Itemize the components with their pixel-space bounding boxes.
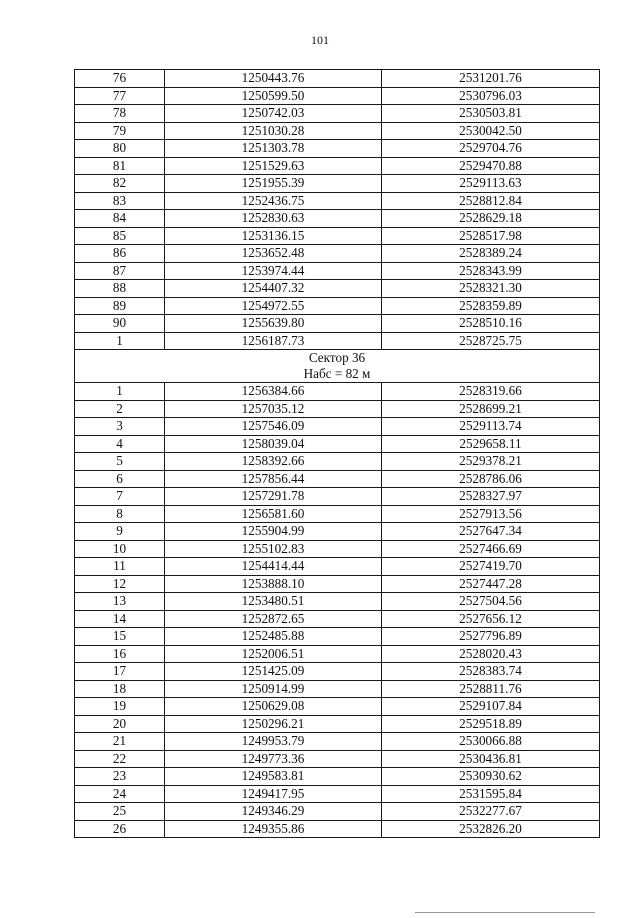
table-row: [75, 400, 600, 418]
table-row: [75, 750, 600, 768]
point-number-cell: 6: [75, 470, 165, 488]
y-coordinate-cell: 2530796.03: [382, 87, 600, 105]
table-row: [75, 698, 600, 716]
y-coordinate-cell: 2529470.88: [382, 157, 600, 175]
table-row: [75, 785, 600, 803]
x-coordinate-cell: 1256581.60: [165, 505, 382, 523]
x-coordinate-cell: 1251030.28: [165, 122, 382, 140]
table-row: [75, 435, 600, 453]
x-coordinate-cell: 1252485.88: [165, 628, 382, 646]
point-number-cell: 20: [75, 715, 165, 733]
table-row: [75, 105, 600, 123]
y-coordinate-cell: 2528359.89: [382, 297, 600, 315]
point-number-cell: 82: [75, 175, 165, 193]
x-coordinate-cell: 1253888.10: [165, 575, 382, 593]
point-number-cell: 16: [75, 645, 165, 663]
table-row: [75, 122, 600, 140]
y-coordinate-cell: 2528725.75: [382, 332, 600, 350]
y-coordinate-cell: 2532826.20: [382, 820, 600, 838]
point-number-cell: 85: [75, 227, 165, 245]
point-number-cell: 12: [75, 575, 165, 593]
sector-subtitle: Набс = 82 м: [303, 366, 371, 381]
point-number-cell: 89: [75, 297, 165, 315]
x-coordinate-cell: 1257291.78: [165, 488, 382, 506]
table-row: [75, 540, 600, 558]
x-coordinate-cell: 1251425.09: [165, 663, 382, 681]
point-number-cell: 76: [75, 70, 165, 88]
table-row: [75, 733, 600, 751]
y-coordinate-cell: 2527656.12: [382, 610, 600, 628]
y-coordinate-cell: 2527447.28: [382, 575, 600, 593]
point-number-cell: 14: [75, 610, 165, 628]
y-coordinate-cell: 2528629.18: [382, 210, 600, 228]
x-coordinate-cell: 1257856.44: [165, 470, 382, 488]
point-number-cell: 81: [75, 157, 165, 175]
point-number-cell: 17: [75, 663, 165, 681]
table-row: [75, 663, 600, 681]
y-coordinate-cell: 2528319.66: [382, 383, 600, 401]
y-coordinate-cell: 2529658.11: [382, 435, 600, 453]
table-row: [75, 87, 600, 105]
point-number-cell: 83: [75, 192, 165, 210]
y-coordinate-cell: 2528699.21: [382, 400, 600, 418]
x-coordinate-cell: 1250914.99: [165, 680, 382, 698]
point-number-cell: 5: [75, 453, 165, 471]
table-row: [75, 628, 600, 646]
x-coordinate-cell: 1250599.50: [165, 87, 382, 105]
x-coordinate-cell: 1250629.08: [165, 698, 382, 716]
table-row: [75, 470, 600, 488]
table-row: [75, 593, 600, 611]
x-coordinate-cell: 1252872.65: [165, 610, 382, 628]
table-row: [75, 383, 600, 401]
y-coordinate-cell: 2529518.89: [382, 715, 600, 733]
x-coordinate-cell: 1257035.12: [165, 400, 382, 418]
y-coordinate-cell: 2527796.89: [382, 628, 600, 646]
y-coordinate-cell: 2529378.21: [382, 453, 600, 471]
footer-divider: [415, 912, 595, 913]
table-row: [75, 192, 600, 210]
y-coordinate-cell: 2528343.99: [382, 262, 600, 280]
point-number-cell: 4: [75, 435, 165, 453]
x-coordinate-cell: 1252830.63: [165, 210, 382, 228]
point-number-cell: 23: [75, 768, 165, 786]
x-coordinate-cell: 1255639.80: [165, 315, 382, 333]
point-number-cell: 88: [75, 280, 165, 298]
point-number-cell: 2: [75, 400, 165, 418]
y-coordinate-cell: 2531201.76: [382, 70, 600, 88]
point-number-cell: 19: [75, 698, 165, 716]
y-coordinate-cell: 2528811.76: [382, 680, 600, 698]
table-row: [75, 280, 600, 298]
y-coordinate-cell: 2529704.76: [382, 140, 600, 158]
x-coordinate-cell: 1255904.99: [165, 523, 382, 541]
x-coordinate-cell: 1253974.44: [165, 262, 382, 280]
y-coordinate-cell: 2528389.24: [382, 245, 600, 263]
y-coordinate-cell: 2527419.70: [382, 558, 600, 576]
table-row: [75, 245, 600, 263]
y-coordinate-cell: 2527504.56: [382, 593, 600, 611]
table-row: [75, 297, 600, 315]
table-row: [75, 453, 600, 471]
y-coordinate-cell: 2528020.43: [382, 645, 600, 663]
table-row: [75, 418, 600, 436]
y-coordinate-cell: 2527913.56: [382, 505, 600, 523]
point-number-cell: 78: [75, 105, 165, 123]
x-coordinate-cell: 1253480.51: [165, 593, 382, 611]
sector-header: [75, 350, 600, 383]
point-number-cell: 8: [75, 505, 165, 523]
x-coordinate-cell: 1256187.73: [165, 332, 382, 350]
y-coordinate-cell: 2528786.06: [382, 470, 600, 488]
table-row: [75, 70, 600, 88]
y-coordinate-cell: 2529113.74: [382, 418, 600, 436]
x-coordinate-cell: 1249346.29: [165, 803, 382, 821]
x-coordinate-cell: 1254407.32: [165, 280, 382, 298]
page-number: 101: [311, 33, 329, 47]
y-coordinate-cell: 2527466.69: [382, 540, 600, 558]
y-coordinate-cell: 2528383.74: [382, 663, 600, 681]
x-coordinate-cell: 1251303.78: [165, 140, 382, 158]
y-coordinate-cell: 2530436.81: [382, 750, 600, 768]
y-coordinate-cell: 2527647.34: [382, 523, 600, 541]
point-number-cell: 3: [75, 418, 165, 436]
point-number-cell: 13: [75, 593, 165, 611]
x-coordinate-cell: 1258392.66: [165, 453, 382, 471]
table-row: [75, 575, 600, 593]
table-row: [75, 523, 600, 541]
point-number-cell: 77: [75, 87, 165, 105]
x-coordinate-cell: 1253652.48: [165, 245, 382, 263]
table-body-top: [75, 70, 600, 350]
y-coordinate-cell: 2530503.81: [382, 105, 600, 123]
point-number-cell: 24: [75, 785, 165, 803]
table-row: [75, 645, 600, 663]
table-row: [75, 558, 600, 576]
x-coordinate-cell: 1255102.83: [165, 540, 382, 558]
table-row: [75, 803, 600, 821]
point-number-cell: 90: [75, 315, 165, 333]
point-number-cell: 84: [75, 210, 165, 228]
point-number-cell: 21: [75, 733, 165, 751]
point-number-cell: 9: [75, 523, 165, 541]
x-coordinate-cell: 1253136.15: [165, 227, 382, 245]
table-row: [75, 680, 600, 698]
x-coordinate-cell: 1251955.39: [165, 175, 382, 193]
point-number-cell: 15: [75, 628, 165, 646]
point-number-cell: 18: [75, 680, 165, 698]
point-number-cell: 80: [75, 140, 165, 158]
x-coordinate-cell: 1252436.75: [165, 192, 382, 210]
table-row: [75, 227, 600, 245]
table-row: [75, 140, 600, 158]
table-row: [75, 488, 600, 506]
table-row: [75, 175, 600, 193]
point-number-cell: 1: [75, 332, 165, 350]
x-coordinate-cell: 1250296.21: [165, 715, 382, 733]
point-number-cell: 7: [75, 488, 165, 506]
y-coordinate-cell: 2528510.16: [382, 315, 600, 333]
point-number-cell: 22: [75, 750, 165, 768]
table-row: [75, 505, 600, 523]
x-coordinate-cell: 1250443.76: [165, 70, 382, 88]
y-coordinate-cell: 2529113.63: [382, 175, 600, 193]
coordinates-table: [74, 69, 600, 838]
point-number-cell: 1: [75, 383, 165, 401]
table-row: [75, 210, 600, 228]
table-row: [75, 715, 600, 733]
point-number-cell: 10: [75, 540, 165, 558]
y-coordinate-cell: 2532277.67: [382, 803, 600, 821]
y-coordinate-cell: 2528517.98: [382, 227, 600, 245]
table-row: [75, 262, 600, 280]
point-number-cell: 25: [75, 803, 165, 821]
y-coordinate-cell: 2529107.84: [382, 698, 600, 716]
y-coordinate-cell: 2528812.84: [382, 192, 600, 210]
sector-title: Сектор 36: [308, 350, 366, 365]
x-coordinate-cell: 1251529.63: [165, 157, 382, 175]
point-number-cell: 86: [75, 245, 165, 263]
x-coordinate-cell: 1249355.86: [165, 820, 382, 838]
x-coordinate-cell: 1252006.51: [165, 645, 382, 663]
x-coordinate-cell: 1254414.44: [165, 558, 382, 576]
table-row: [75, 610, 600, 628]
x-coordinate-cell: 1254972.55: [165, 297, 382, 315]
x-coordinate-cell: 1249417.95: [165, 785, 382, 803]
sector-row: [75, 350, 600, 383]
x-coordinate-cell: 1249773.36: [165, 750, 382, 768]
y-coordinate-cell: 2528327.97: [382, 488, 600, 506]
x-coordinate-cell: 1258039.04: [165, 435, 382, 453]
point-number-cell: 87: [75, 262, 165, 280]
table-row: [75, 768, 600, 786]
y-coordinate-cell: 2528321.30: [382, 280, 600, 298]
table-row: [75, 315, 600, 333]
table-row: [75, 820, 600, 838]
y-coordinate-cell: 2530930.62: [382, 768, 600, 786]
y-coordinate-cell: 2530066.88: [382, 733, 600, 751]
x-coordinate-cell: 1249953.79: [165, 733, 382, 751]
point-number-cell: 26: [75, 820, 165, 838]
table-row: [75, 157, 600, 175]
x-coordinate-cell: 1249583.81: [165, 768, 382, 786]
table-row: [75, 332, 600, 350]
point-number-cell: 79: [75, 122, 165, 140]
y-coordinate-cell: 2531595.84: [382, 785, 600, 803]
x-coordinate-cell: 1250742.03: [165, 105, 382, 123]
x-coordinate-cell: 1257546.09: [165, 418, 382, 436]
x-coordinate-cell: 1256384.66: [165, 383, 382, 401]
point-number-cell: 11: [75, 558, 165, 576]
y-coordinate-cell: 2530042.50: [382, 122, 600, 140]
table-body-bottom: [75, 383, 600, 838]
sector-cell: [75, 350, 600, 383]
